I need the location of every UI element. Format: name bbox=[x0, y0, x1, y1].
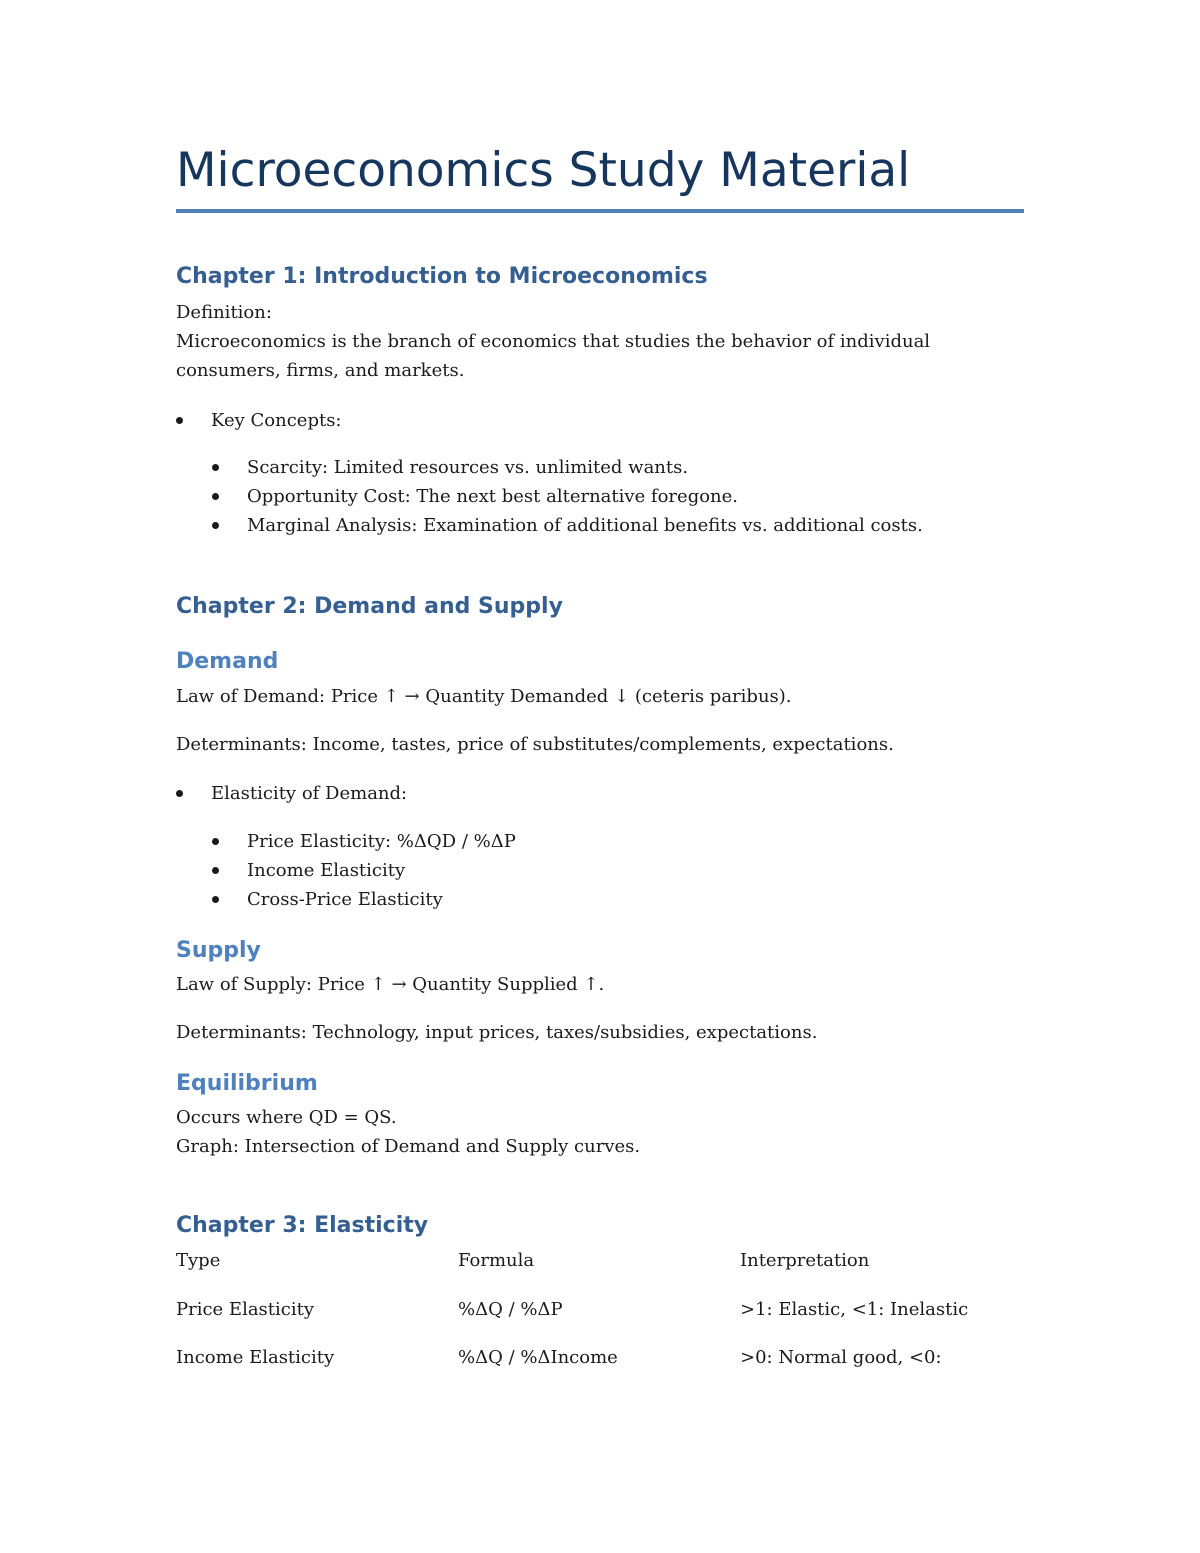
key-concepts-label: Key Concepts: bbox=[211, 410, 342, 431]
elasticity-label: Elasticity of Demand: bbox=[211, 783, 408, 804]
bullet-icon bbox=[212, 464, 219, 471]
list-item: Income Elasticity bbox=[247, 860, 406, 881]
list-item: Opportunity Cost: The next best alternative foregone. bbox=[247, 486, 739, 507]
document-title: Microeconomics Study Material bbox=[176, 143, 911, 198]
bullet-icon bbox=[212, 867, 219, 874]
law-of-supply: Law of Supply: Price ↑ → Quantity Supplied ↑. bbox=[176, 974, 605, 995]
table-cell: >1: Elastic, <1: Inelastic bbox=[740, 1299, 969, 1320]
table-header-type: Type bbox=[176, 1250, 221, 1271]
list-item: Cross-Price Elasticity bbox=[247, 889, 443, 910]
bullet-icon bbox=[176, 790, 183, 797]
title-underline bbox=[176, 209, 1024, 213]
list-item: Price Elasticity: %ΔQD / %ΔP bbox=[247, 831, 516, 852]
list-item: Marginal Analysis: Examination of additional benefits vs. additional costs. bbox=[247, 515, 923, 536]
bullet-icon bbox=[212, 493, 219, 500]
demand-determinants: Determinants: Income, tastes, price of substitutes/complements, expectations. bbox=[176, 734, 894, 755]
chapter-1-heading: Chapter 1: Introduction to Microeconomics bbox=[176, 264, 708, 289]
table-cell: >0: Normal good, <0: bbox=[740, 1347, 942, 1368]
equilibrium-line-2: Graph: Intersection of Demand and Supply curves. bbox=[176, 1136, 641, 1157]
table-cell: %ΔQ / %ΔP bbox=[458, 1299, 563, 1320]
table-header-formula: Formula bbox=[458, 1250, 535, 1271]
definition-label: Definition: bbox=[176, 302, 272, 323]
law-of-demand: Law of Demand: Price ↑ → Quantity Demanded ↓ (ceteris paribus). bbox=[176, 686, 792, 707]
bullet-icon bbox=[212, 522, 219, 529]
definition-text-line-1: Microeconomics is the branch of economics that studies the behavior of individual bbox=[176, 331, 931, 352]
bullet-icon bbox=[176, 417, 183, 424]
table-cell: %ΔQ / %ΔIncome bbox=[458, 1347, 618, 1368]
chapter-2-heading: Chapter 2: Demand and Supply bbox=[176, 594, 563, 619]
list-item: Scarcity: Limited resources vs. unlimited wants. bbox=[247, 457, 689, 478]
equilibrium-line-1: Occurs where QD = QS. bbox=[176, 1107, 397, 1128]
table-cell: Income Elasticity bbox=[176, 1347, 335, 1368]
table-cell: Price Elasticity bbox=[176, 1299, 315, 1320]
table-header-interpretation: Interpretation bbox=[740, 1250, 870, 1271]
supply-heading: Supply bbox=[176, 938, 261, 963]
bullet-icon bbox=[212, 896, 219, 903]
equilibrium-heading: Equilibrium bbox=[176, 1071, 318, 1096]
bullet-icon bbox=[212, 838, 219, 845]
definition-text-line-2: consumers, firms, and markets. bbox=[176, 360, 465, 381]
chapter-3-heading: Chapter 3: Elasticity bbox=[176, 1213, 429, 1238]
demand-heading: Demand bbox=[176, 649, 279, 674]
supply-determinants: Determinants: Technology, input prices, taxes/subsidies, expectations. bbox=[176, 1022, 818, 1043]
